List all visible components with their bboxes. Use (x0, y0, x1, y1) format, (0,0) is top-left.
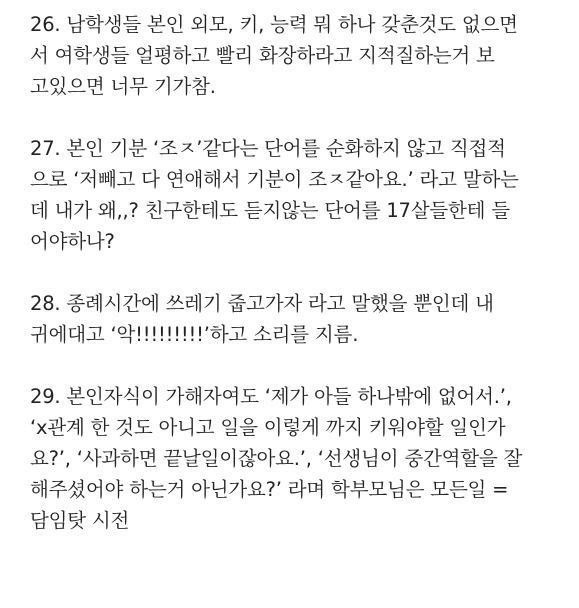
text-line: 27. 본인 기분 ‘조ㅈ’같다는 단어를 순화하지 않고 직접적 (30, 137, 506, 160)
text-line: 26. 남학생들 본인 외모, 키, 능력 뭐 하나 갖춘것도 없으면 (30, 13, 518, 36)
document-body (30, 9, 570, 536)
paragraph-26 (30, 9, 570, 102)
text-line: 고있으면 너무 기가참. (30, 75, 216, 98)
text-line: 어야하나? (30, 230, 115, 253)
text-line: 데 내가 왜,,? 친구한테도 듣지않는 단어를 17살들한테 들 (30, 199, 510, 222)
paragraph-27 (30, 133, 570, 257)
text-line: 요?’, ‘사과하면 끝날일이잖아요.’, ‘선생님이 중간역할을 잘 (30, 447, 523, 470)
text-line: 해주셨어야 하는거 아닌가요?’ 라며 학부모님은 모든일 = (30, 478, 509, 501)
text-line: 28. 종례시간에 쓰레기 줍고가자 라고 말했을 뿐인데 내 (30, 292, 494, 315)
text-line: 으로 ‘저빼고 다 연애해서 기분이 조ㅈ같아요.’ 라고 말하는 (30, 168, 519, 191)
paragraph-28 (30, 288, 570, 350)
paragraph-29 (30, 381, 570, 536)
text-line: 29. 본인자식이 가해자여도 ‘제가 아들 하나밖에 없어서.’, (30, 385, 512, 408)
text-line: 귀에대고 ‘악!!!!!!!!!’하고 소리를 지름. (30, 323, 359, 346)
text-line: ‘x관계 한 것도 아니고 일을 이렇게 까지 키워야할 일인가 (30, 416, 506, 439)
text-line: 서 여학생들 얼평하고 빨리 화장하라고 지적질하는거 보 (30, 44, 495, 67)
text-line: 담임탓 시전 (30, 509, 130, 532)
